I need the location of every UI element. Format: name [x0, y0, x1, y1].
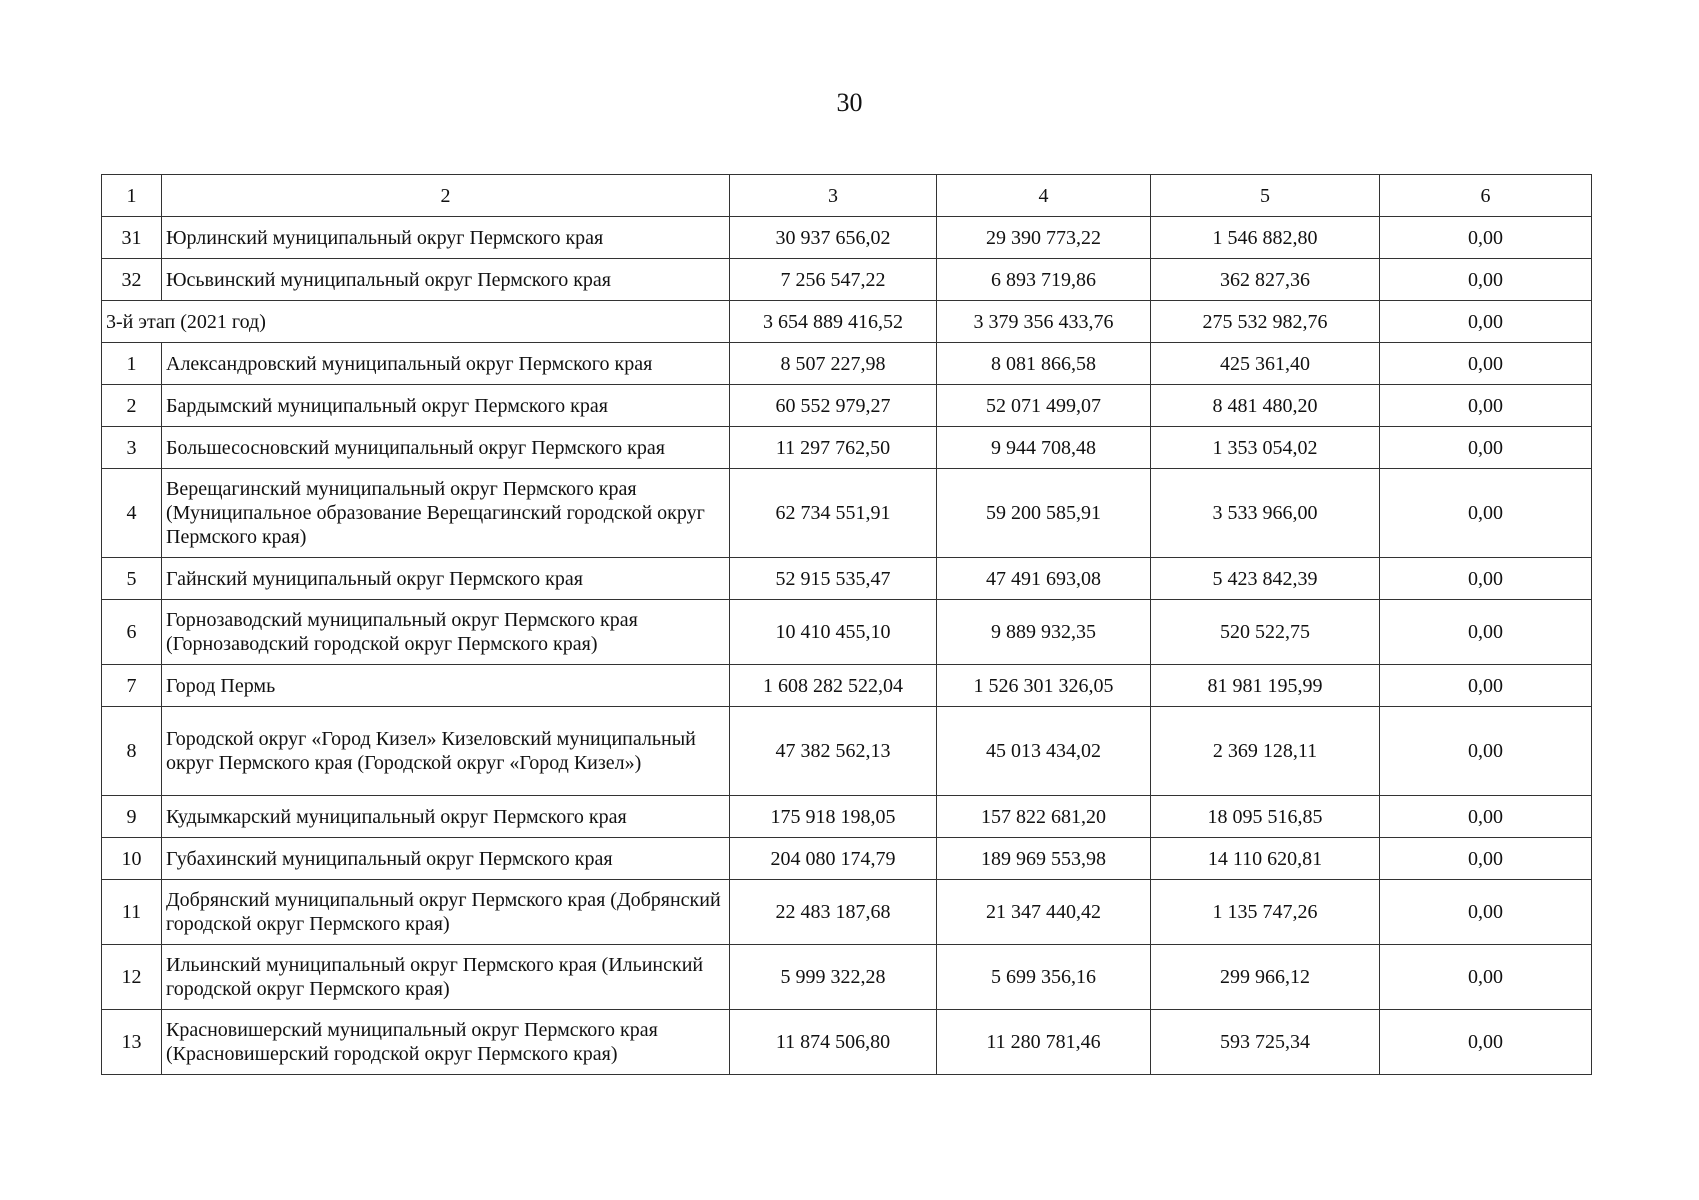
value-col-3: 47 382 562,13: [730, 707, 937, 796]
header-cell-2: 2: [162, 175, 730, 217]
header-cell-4: 4: [937, 175, 1151, 217]
table-row: [102, 469, 1592, 558]
municipality-name: Горнозаводский муниципальный округ Пермского края (Горнозаводский городской округ Пермского края): [162, 600, 730, 665]
municipality-name: Юсьвинский муниципальный округ Пермского края: [162, 259, 730, 301]
value-col-4: 8 081 866,58: [937, 343, 1151, 385]
stage-total-col-4: 3 379 356 433,76: [937, 301, 1151, 343]
stage-total-col-6: 0,00: [1380, 301, 1592, 343]
header-cell-1: 1: [102, 175, 162, 217]
value-col-6: 0,00: [1380, 469, 1592, 558]
value-col-3: 11 297 762,50: [730, 427, 937, 469]
municipality-name: Бардымский муниципальный округ Пермского края: [162, 385, 730, 427]
table-row: [102, 259, 1592, 301]
municipality-name: Губахинский муниципальный округ Пермского края: [162, 838, 730, 880]
row-number: 6: [102, 600, 162, 665]
municipality-name: Кудымкарский муниципальный округ Пермского края: [162, 796, 730, 838]
value-col-5: 425 361,40: [1151, 343, 1380, 385]
value-col-6: 0,00: [1380, 600, 1592, 665]
value-col-3: 11 874 506,80: [730, 1010, 937, 1075]
value-col-6: 0,00: [1380, 665, 1592, 707]
municipality-name: Гайнский муниципальный округ Пермского края: [162, 558, 730, 600]
value-col-5: 1 135 747,26: [1151, 880, 1380, 945]
table-row: [102, 343, 1592, 385]
table-row: [102, 945, 1592, 1010]
value-col-6: 0,00: [1380, 427, 1592, 469]
value-col-5: 1 546 882,80: [1151, 217, 1380, 259]
data-table: [101, 174, 1592, 1075]
value-col-3: 60 552 979,27: [730, 385, 937, 427]
row-number: 12: [102, 945, 162, 1010]
stage-total-col-5: 275 532 982,76: [1151, 301, 1380, 343]
value-col-4: 59 200 585,91: [937, 469, 1151, 558]
table-row: [102, 665, 1592, 707]
value-col-3: 7 256 547,22: [730, 259, 937, 301]
row-number: 1: [102, 343, 162, 385]
table-row: [102, 385, 1592, 427]
table-row: [102, 558, 1592, 600]
header-cell-3: 3: [730, 175, 937, 217]
value-col-5: 1 353 054,02: [1151, 427, 1380, 469]
value-col-5: 520 522,75: [1151, 600, 1380, 665]
value-col-6: 0,00: [1380, 838, 1592, 880]
value-col-5: 3 533 966,00: [1151, 469, 1380, 558]
value-col-3: 8 507 227,98: [730, 343, 937, 385]
table-row: [102, 838, 1592, 880]
header-cell-6: 6: [1380, 175, 1592, 217]
table-row: [102, 796, 1592, 838]
table-row: [102, 427, 1592, 469]
row-number: 10: [102, 838, 162, 880]
row-number: 2: [102, 385, 162, 427]
row-number: 5: [102, 558, 162, 600]
value-col-5: 299 966,12: [1151, 945, 1380, 1010]
page-number: 30: [836, 88, 863, 117]
table-row: [102, 707, 1592, 796]
value-col-3: 1 608 282 522,04: [730, 665, 937, 707]
value-col-4: 21 347 440,42: [937, 880, 1151, 945]
row-number: 7: [102, 665, 162, 707]
row-number: 11: [102, 880, 162, 945]
value-col-3: 5 999 322,28: [730, 945, 937, 1010]
value-col-6: 0,00: [1380, 707, 1592, 796]
table-row: [102, 217, 1592, 259]
value-col-5: 5 423 842,39: [1151, 558, 1380, 600]
value-col-3: 175 918 198,05: [730, 796, 937, 838]
stage-row: [102, 301, 1592, 343]
header-cell-5: 5: [1151, 175, 1380, 217]
value-col-4: 11 280 781,46: [937, 1010, 1151, 1075]
header-row: [102, 175, 1592, 217]
row-number: 4: [102, 469, 162, 558]
municipality-name: Ильинский муниципальный округ Пермского края (Ильинский городской округ Пермского края): [162, 945, 730, 1010]
value-col-4: 9 944 708,48: [937, 427, 1151, 469]
value-col-3: 204 080 174,79: [730, 838, 937, 880]
table-row: [102, 1010, 1592, 1075]
row-number: 3: [102, 427, 162, 469]
value-col-6: 0,00: [1380, 796, 1592, 838]
row-number: 13: [102, 1010, 162, 1075]
value-col-6: 0,00: [1380, 343, 1592, 385]
value-col-6: 0,00: [1380, 558, 1592, 600]
value-col-5: 362 827,36: [1151, 259, 1380, 301]
stage-total-col-3: 3 654 889 416,52: [730, 301, 937, 343]
value-col-6: 0,00: [1380, 385, 1592, 427]
value-col-4: 157 822 681,20: [937, 796, 1151, 838]
value-col-5: 14 110 620,81: [1151, 838, 1380, 880]
municipality-name: Большесосновский муниципальный округ Пермского края: [162, 427, 730, 469]
row-number: 31: [102, 217, 162, 259]
row-number: 32: [102, 259, 162, 301]
value-col-6: 0,00: [1380, 880, 1592, 945]
municipality-name: Верещагинский муниципальный округ Пермского края (Муниципальное образование Верещагинский городской округ Пермского края): [162, 469, 730, 558]
value-col-5: 18 095 516,85: [1151, 796, 1380, 838]
value-col-6: 0,00: [1380, 217, 1592, 259]
row-number: 9: [102, 796, 162, 838]
value-col-4: 29 390 773,22: [937, 217, 1151, 259]
value-col-4: 47 491 693,08: [937, 558, 1151, 600]
value-col-6: 0,00: [1380, 1010, 1592, 1075]
value-col-5: 2 369 128,11: [1151, 707, 1380, 796]
value-col-5: 593 725,34: [1151, 1010, 1380, 1075]
value-col-4: 189 969 553,98: [937, 838, 1151, 880]
municipality-name: Добрянский муниципальный округ Пермского края (Добрянский городской округ Пермского края): [162, 880, 730, 945]
municipality-name: Юрлинский муниципальный округ Пермского края: [162, 217, 730, 259]
value-col-3: 22 483 187,68: [730, 880, 937, 945]
value-col-5: 81 981 195,99: [1151, 665, 1380, 707]
value-col-4: 52 071 499,07: [937, 385, 1151, 427]
value-col-3: 52 915 535,47: [730, 558, 937, 600]
value-col-4: 9 889 932,35: [937, 600, 1151, 665]
value-col-4: 1 526 301 326,05: [937, 665, 1151, 707]
stage-label: 3-й этап (2021 год): [102, 301, 730, 343]
municipality-name: Городской округ «Город Кизел» Кизеловский муниципальный округ Пермского края (Городской округ «Город Кизел»): [162, 707, 730, 796]
value-col-3: 62 734 551,91: [730, 469, 937, 558]
value-col-4: 5 699 356,16: [937, 945, 1151, 1010]
table-row: [102, 880, 1592, 945]
value-col-3: 30 937 656,02: [730, 217, 937, 259]
value-col-5: 8 481 480,20: [1151, 385, 1380, 427]
municipality-name: Александровский муниципальный округ Пермского края: [162, 343, 730, 385]
row-number: 8: [102, 707, 162, 796]
value-col-4: 45 013 434,02: [937, 707, 1151, 796]
value-col-4: 6 893 719,86: [937, 259, 1151, 301]
value-col-6: 0,00: [1380, 259, 1592, 301]
municipality-name: Город Пермь: [162, 665, 730, 707]
municipality-name: Красновишерский муниципальный округ Пермского края (Красновишерский городской округ Пермского края): [162, 1010, 730, 1075]
table-row: [102, 600, 1592, 665]
value-col-3: 10 410 455,10: [730, 600, 937, 665]
value-col-6: 0,00: [1380, 945, 1592, 1010]
